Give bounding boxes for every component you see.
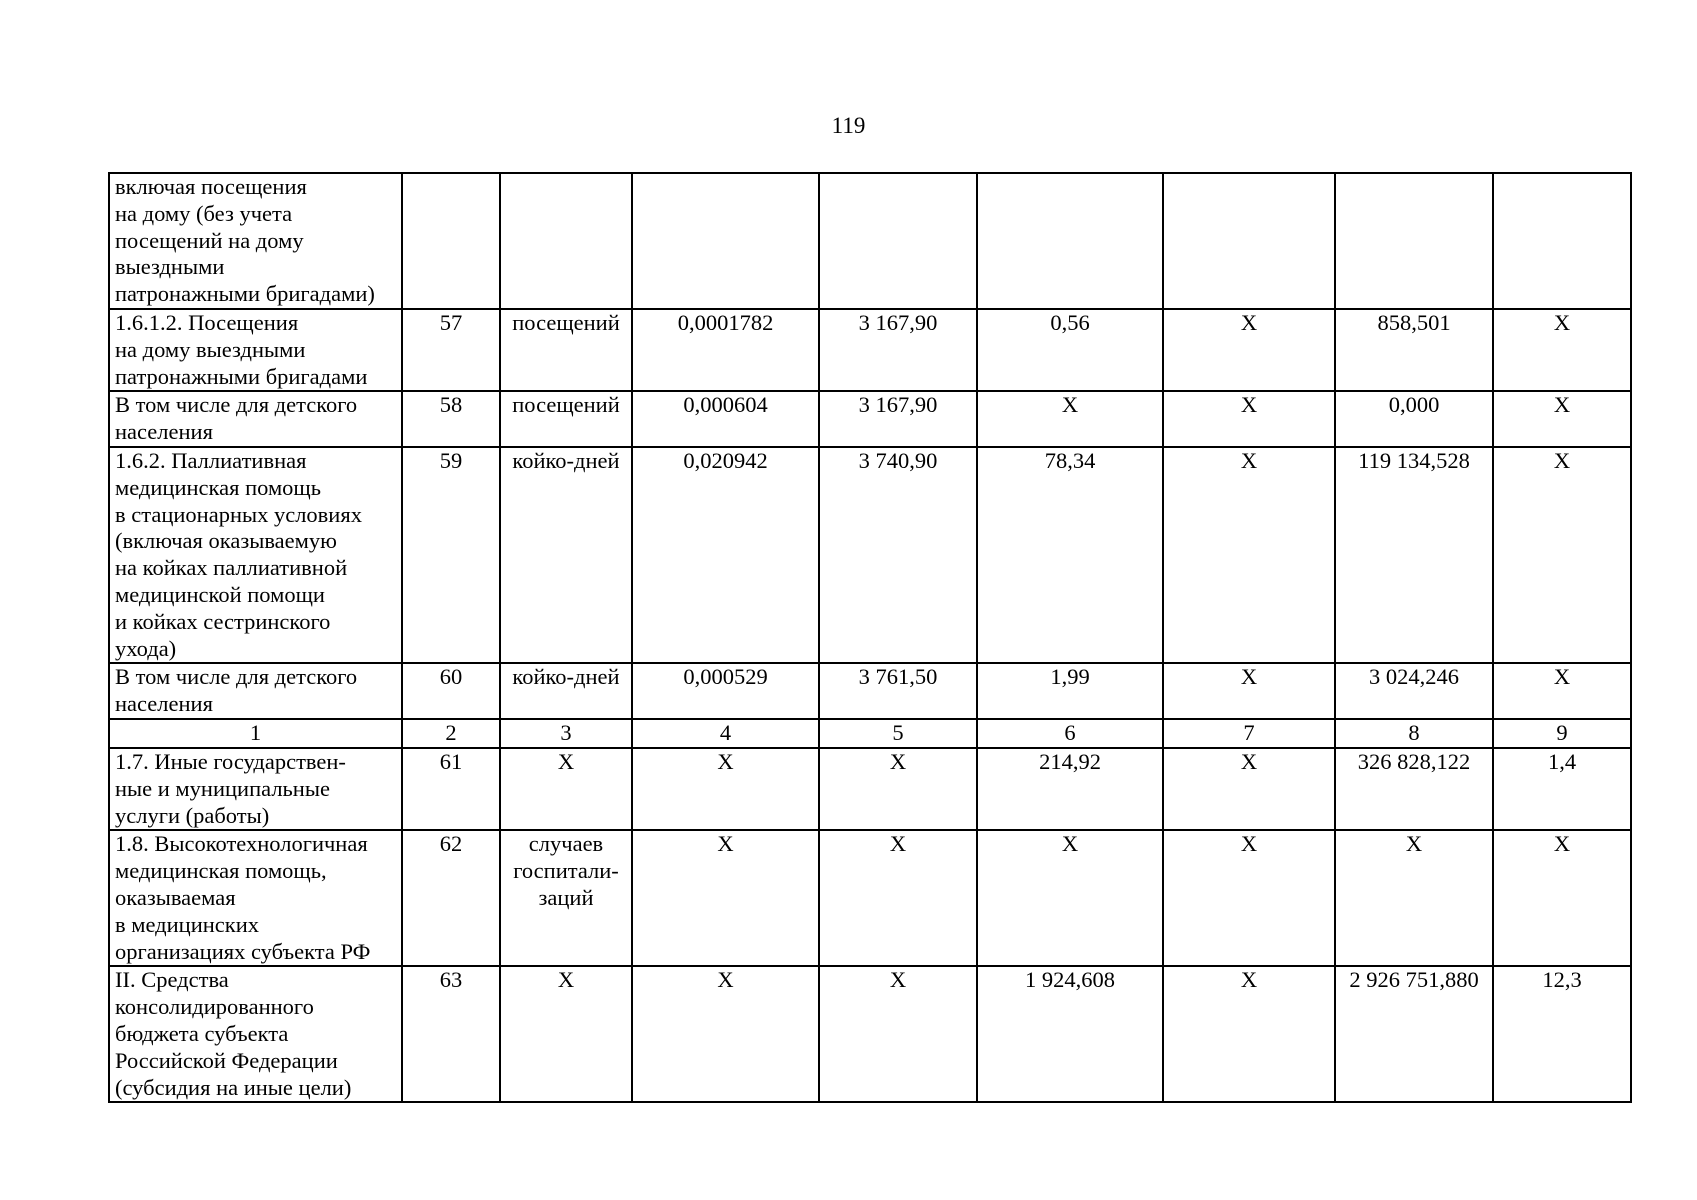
column-number-cell: 3 [500,719,632,748]
column-number-cell: 5 [819,719,977,748]
value-cell-col5: 3 740,90 [819,447,977,663]
value-cell-col5: 3 761,50 [819,663,977,719]
value-cell-col8 [1335,173,1493,309]
line-number-cell: 60 [402,663,500,719]
value-cell-col9: 1,4 [1493,748,1631,830]
value-cell-col9: X [1493,663,1631,719]
value-cell-col6: X [977,391,1163,447]
row-name-cell: 1.7. Иные государствен- ные и муниципальные услуги (работы) [109,748,402,830]
value-cell-col4: 0,000604 [632,391,819,447]
value-cell-col8: 119 134,528 [1335,447,1493,663]
table-row [109,748,1631,830]
data-table [108,172,1632,1103]
unit-cell: посещений [500,391,632,447]
line-number-cell [402,173,500,309]
value-cell-col9: X [1493,447,1631,663]
value-cell-col5: X [819,830,977,966]
value-cell-col7: X [1163,830,1335,966]
column-number-cell: 2 [402,719,500,748]
value-cell-col6: X [977,830,1163,966]
table-row [109,830,1631,966]
table-row [109,173,1631,309]
value-cell-col8: 0,000 [1335,391,1493,447]
column-number-cell: 6 [977,719,1163,748]
value-cell-col7: X [1163,748,1335,830]
unit-cell: случаев госпитали- заций [500,830,632,966]
unit-cell: койко-дней [500,447,632,663]
unit-cell: X [500,748,632,830]
value-cell-col6: 214,92 [977,748,1163,830]
value-cell-col4 [632,173,819,309]
value-cell-col4: X [632,830,819,966]
row-name-cell: В том числе для детского населения [109,663,402,719]
line-number-cell: 57 [402,309,500,391]
row-name-cell: 1.6.2. Паллиативная медицинская помощь в стационарных условиях (включая оказываемую на койках паллиативной медицинской помощи и койках сестринского ухода) [109,447,402,663]
value-cell-col8: 858,501 [1335,309,1493,391]
value-cell-col5 [819,173,977,309]
value-cell-col5: 3 167,90 [819,309,977,391]
row-name-cell: II. Средства консолидированного бюджета субъекта Российской Федерации (субсидия на иные цели) [109,966,402,1102]
column-number-cell: 8 [1335,719,1493,748]
value-cell-col8: 326 828,122 [1335,748,1493,830]
page-number: 119 [831,113,866,138]
value-cell-col6: 1,99 [977,663,1163,719]
unit-cell: X [500,966,632,1102]
table-row [109,391,1631,447]
value-cell-col4: X [632,748,819,830]
value-cell-col8: 3 024,246 [1335,663,1493,719]
value-cell-col9: X [1493,391,1631,447]
unit-cell: койко-дней [500,663,632,719]
line-number-cell: 59 [402,447,500,663]
value-cell-col4: 0,000529 [632,663,819,719]
row-name-cell: 1.8. Высокотехнологичная медицинская помощь, оказываемая в медицинских организациях субъекта РФ [109,830,402,966]
column-number-row [109,719,1631,748]
column-number-cell: 1 [109,719,402,748]
value-cell-col7: X [1163,663,1335,719]
value-cell-col7: X [1163,309,1335,391]
column-number-cell: 9 [1493,719,1631,748]
value-cell-col7 [1163,173,1335,309]
row-name-cell: В том числе для детского населения [109,391,402,447]
value-cell-col5: 3 167,90 [819,391,977,447]
value-cell-col7: X [1163,966,1335,1102]
column-number-cell: 7 [1163,719,1335,748]
value-cell-col6: 78,34 [977,447,1163,663]
row-name-cell: включая посещения на дому (без учета посещений на дому выездными патронажными бригадами) [109,173,402,309]
line-number-cell: 62 [402,830,500,966]
table-row [109,966,1631,1102]
value-cell-col5: X [819,748,977,830]
value-cell-col8: X [1335,830,1493,966]
value-cell-col7: X [1163,391,1335,447]
table-row [109,309,1631,391]
value-cell-col6 [977,173,1163,309]
value-cell-col4: 0,0001782 [632,309,819,391]
unit-cell: посещений [500,309,632,391]
value-cell-col9: 12,3 [1493,966,1631,1102]
table-row [109,663,1631,719]
table-row [109,447,1631,663]
unit-cell [500,173,632,309]
row-name-cell: 1.6.1.2. Посещения на дому выездными патронажными бригадами [109,309,402,391]
value-cell-col9 [1493,173,1631,309]
value-cell-col9: X [1493,830,1631,966]
value-cell-col7: X [1163,447,1335,663]
line-number-cell: 63 [402,966,500,1102]
value-cell-col4: 0,020942 [632,447,819,663]
value-cell-col8: 2 926 751,880 [1335,966,1493,1102]
value-cell-col6: 1 924,608 [977,966,1163,1102]
line-number-cell: 61 [402,748,500,830]
column-number-cell: 4 [632,719,819,748]
line-number-cell: 58 [402,391,500,447]
value-cell-col4: X [632,966,819,1102]
value-cell-col5: X [819,966,977,1102]
value-cell-col6: 0,56 [977,309,1163,391]
value-cell-col9: X [1493,309,1631,391]
